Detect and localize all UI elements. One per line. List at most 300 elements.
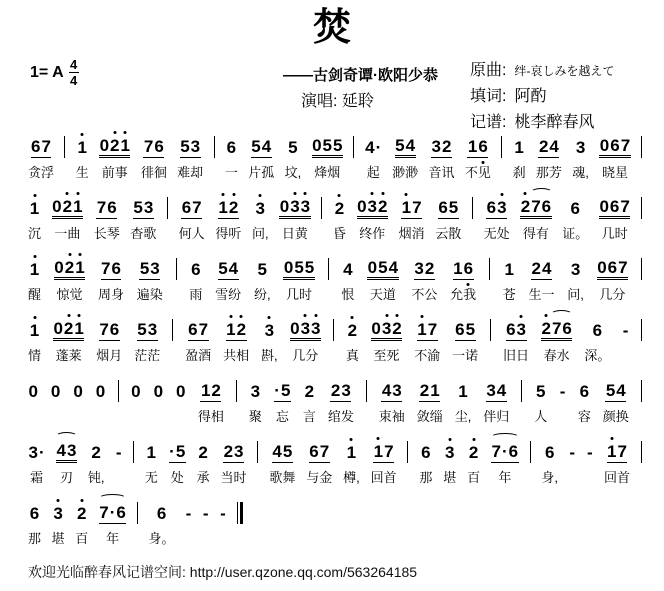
note-digit: 1: [146, 443, 156, 462]
note-digit: 4: [496, 381, 507, 400]
note-column: [28, 132, 54, 181]
lyric-text: 言: [302, 409, 316, 424]
lyric-text: 不见: [464, 165, 491, 180]
note-digit: -: [202, 504, 209, 523]
score-line: [28, 193, 642, 254]
barline: [137, 498, 138, 524]
note-digit: 4: [261, 137, 272, 156]
note-digit: 0: [367, 258, 378, 277]
lyric-text: 几时: [601, 226, 628, 241]
note-token: [255, 193, 265, 219]
note-group: [575, 139, 585, 158]
note-digit: 5: [322, 136, 332, 155]
note-token: [414, 254, 435, 280]
note-digit: 3: [301, 320, 310, 337]
header: [0, 0, 664, 131]
note-digit: 7: [41, 137, 51, 156]
note-column: [455, 376, 472, 425]
note-token: [53, 315, 84, 341]
note-token: [257, 254, 267, 280]
barline-mark: [641, 441, 642, 463]
octave-dot-high: [240, 315, 243, 318]
note-token: [133, 193, 154, 219]
barline-mark: [501, 136, 502, 158]
note-digit: 3: [250, 382, 261, 401]
lyric-text: 年: [106, 531, 120, 546]
barline-mark: [353, 136, 354, 158]
lyric-text: 堪: [443, 470, 457, 485]
source-credit: ——古剑奇谭·欧阳少恭: [283, 67, 438, 84]
note-column: [115, 437, 122, 486]
octave-dot-low: [467, 283, 470, 286]
note-token: [597, 254, 628, 280]
note-group: [431, 138, 452, 158]
note-token: [115, 437, 122, 463]
lyric-text: 问,: [251, 226, 269, 241]
note-column: [131, 376, 141, 425]
barline-column: [137, 498, 138, 547]
lyric-text: 刃: [59, 470, 73, 485]
note-digit: 3: [392, 381, 402, 400]
barline: [118, 376, 119, 402]
note-digit: 6: [107, 198, 117, 217]
note-group: [622, 322, 629, 341]
note-group: [605, 382, 626, 402]
footer-text: 欢迎光临醉春风记谱空间:: [28, 564, 186, 580]
note-column: [429, 132, 455, 181]
lyric-text: 一诺: [452, 348, 479, 363]
note-digit: 0: [53, 319, 63, 338]
lyric-text: 天道: [369, 287, 396, 302]
octave-dot-high: [314, 314, 317, 317]
note-digit: 7: [99, 320, 109, 339]
note-column: [411, 254, 437, 303]
note-token: [188, 315, 209, 341]
note-digit: 0: [95, 382, 106, 401]
barline-mark: [641, 319, 642, 341]
note-group: [200, 382, 221, 402]
note-digit: 3: [341, 381, 351, 400]
note-digit: 0: [153, 382, 164, 401]
note-column: [399, 193, 425, 242]
note-token: [73, 376, 83, 402]
note-column: [28, 498, 41, 547]
note-digit: 3: [517, 321, 526, 338]
note-digit: 5: [139, 259, 150, 278]
lyric-text: 雪纷: [215, 287, 242, 302]
note-digit: 2: [538, 137, 549, 156]
note-token: [53, 498, 63, 524]
note-digit: 3: [486, 381, 496, 400]
note-group: [597, 259, 628, 280]
note-digit: 2: [229, 199, 238, 216]
note-digit: 1: [226, 321, 235, 338]
note-group: [395, 137, 416, 158]
lyric-text: 贪浮: [28, 165, 55, 180]
barline-mark: [472, 197, 473, 219]
note-token: [56, 437, 77, 463]
octave-dot-high: [259, 194, 262, 197]
note-column: [145, 437, 158, 486]
note-digit: 0: [371, 319, 381, 338]
note-digit: 1: [121, 137, 130, 154]
note-column: [341, 254, 354, 303]
octave-dot-high: [472, 438, 475, 441]
note-column: [599, 132, 630, 181]
barline: [236, 376, 237, 402]
barline-mark: [521, 380, 522, 402]
lyric-text: 不公: [411, 287, 438, 302]
note-token: [29, 193, 39, 219]
note-column: [392, 132, 418, 181]
note-group: [531, 260, 552, 280]
note-column: [249, 376, 262, 425]
note-digit: 4: [272, 442, 282, 461]
note-column: [189, 254, 202, 303]
note-column: [177, 132, 203, 181]
note-digit: 3: [256, 200, 265, 217]
lyric-text: 得相: [197, 409, 224, 424]
note-column: [248, 132, 274, 181]
note-digit: 1: [607, 443, 616, 460]
lyric-text: 日黄: [281, 226, 308, 241]
octave-dot-high: [229, 315, 232, 318]
note-token: [304, 376, 314, 402]
note-group: [371, 320, 402, 341]
note-group: [347, 322, 357, 341]
note-digit: 7: [491, 442, 501, 461]
barline: [472, 193, 473, 219]
note-digit: 4: [616, 381, 626, 400]
note-token: [28, 376, 38, 402]
note-digit: 2: [348, 322, 357, 339]
score-line: [28, 254, 642, 315]
note-token: [371, 315, 402, 341]
note-digit: 6: [154, 137, 164, 156]
note-column: [50, 376, 60, 425]
note-column: [130, 193, 156, 242]
note-token: [395, 132, 416, 158]
note-column: [134, 315, 160, 364]
barline-column: [328, 254, 329, 303]
footer-url: http://user.qzone.qq.com/563264185: [189, 564, 418, 580]
note-digit: 6: [464, 260, 473, 277]
note-digit: 5: [251, 137, 261, 156]
note-group: [346, 444, 356, 463]
note-token: [191, 254, 201, 280]
note-token: [570, 254, 580, 280]
barline: [641, 315, 642, 341]
octave-dot-high: [610, 437, 613, 440]
note-group: [367, 259, 398, 280]
note-digit: 5: [333, 136, 343, 155]
note-column: [465, 132, 491, 181]
note-digit: 0: [357, 197, 367, 216]
note-token: [220, 498, 227, 524]
note-digit: -: [586, 443, 593, 462]
note-group: [544, 444, 554, 463]
note-column: [223, 315, 249, 364]
note-group: [99, 321, 120, 341]
note-group: [569, 444, 576, 463]
note-column: [99, 132, 130, 181]
octave-dot-high: [350, 438, 353, 441]
note-digit: 5: [465, 320, 476, 339]
barline-column: [64, 132, 65, 181]
octave-dot-high: [113, 131, 116, 134]
note-group: [53, 505, 63, 524]
note-column: [88, 437, 105, 486]
note-digit: 6: [438, 198, 448, 217]
octave-dot-high: [268, 316, 271, 319]
note-group: [77, 139, 87, 158]
key-time-signature: [30, 58, 79, 87]
lyric-text: 长琴: [93, 226, 120, 241]
note-group: [417, 321, 438, 341]
note-group: [538, 138, 559, 158]
note-token: [357, 193, 388, 219]
octave-dot-high: [68, 253, 71, 256]
lyric-text: 渺渺: [392, 165, 419, 180]
note-token: [381, 376, 402, 402]
note-column: [52, 193, 83, 242]
note-column: [98, 254, 124, 303]
note-token: [29, 498, 39, 524]
note-group: [312, 137, 343, 158]
note-column: [28, 376, 38, 425]
note-digit: 5: [133, 198, 143, 217]
note-group: [218, 260, 239, 280]
note-token: [445, 437, 455, 463]
note-column: [367, 254, 398, 303]
note-token: [200, 376, 221, 402]
note-group: [52, 198, 83, 219]
barline: [353, 132, 354, 158]
note-group: [31, 138, 52, 158]
lyric-text: 聚: [248, 409, 262, 424]
note-digit: 6: [421, 443, 431, 462]
note-digit: 6: [181, 198, 192, 217]
note-token: [226, 315, 247, 341]
note-digit: 3: [382, 320, 391, 337]
note-token: [401, 193, 422, 219]
note-group: [156, 505, 166, 524]
note-digit: 7: [620, 136, 631, 155]
lyric-text: 堪: [51, 531, 65, 546]
barline: [333, 315, 334, 341]
note-digit: 1: [347, 444, 356, 461]
lyric-text: 生: [75, 165, 89, 180]
lyric-text: 遍染: [136, 287, 163, 302]
time-signature-numerator: 4: [70, 57, 78, 72]
note-column: [197, 437, 210, 486]
note-digit: 4: [228, 259, 239, 278]
barline-column: [236, 376, 237, 425]
octave-dot-high: [338, 194, 341, 197]
lyric-text: 与金: [306, 470, 333, 485]
note-digit: 2: [521, 198, 530, 215]
octave-dot-high: [78, 314, 81, 317]
note-group: [290, 320, 321, 341]
note-group: [139, 260, 160, 280]
note-digit: -: [115, 443, 122, 462]
note-column: [467, 437, 480, 486]
note-digit: 6: [508, 442, 519, 461]
note-digit: 4: [549, 137, 559, 156]
note-column: [149, 498, 175, 547]
note-token: [541, 315, 572, 341]
note-digit: ·: [375, 138, 382, 157]
note-group: [218, 199, 239, 219]
lyric-text: 沉: [28, 226, 42, 241]
note-column: [137, 254, 163, 303]
footer: [28, 562, 417, 582]
song-title: 焚: [312, 7, 351, 49]
note-digit: 2: [223, 442, 234, 461]
note-digit: 2: [65, 259, 74, 276]
note-column: [175, 376, 185, 425]
note-group: [29, 505, 39, 524]
lyric-text: 杳歌: [130, 226, 157, 241]
note-digit: 2: [392, 320, 401, 337]
note-digit: 7: [551, 319, 562, 338]
barline-column: [641, 193, 642, 242]
note-token: [29, 315, 39, 341]
note-group: [586, 444, 593, 463]
note-digit: 4: [365, 138, 375, 157]
note-token: [101, 254, 122, 280]
note-column: [597, 254, 628, 303]
credit-row-original: [470, 58, 614, 84]
note-digit: 4: [56, 441, 66, 460]
note-group: [365, 139, 382, 158]
note-column: [290, 315, 321, 364]
note-column: [343, 437, 360, 486]
note-group: [599, 137, 630, 158]
lyric-text: 至死: [373, 348, 400, 363]
note-group: [143, 138, 164, 158]
note-digit: 2: [442, 137, 452, 156]
note-column: [215, 193, 241, 242]
note-column: [254, 254, 271, 303]
octave-dot-high: [304, 314, 307, 317]
note-column: [450, 254, 476, 303]
credit-row-transcriber: [470, 110, 614, 136]
lyric-text: 几分: [599, 287, 626, 302]
note-digit: 0: [175, 382, 186, 401]
note-digit: 6: [116, 503, 126, 522]
note-digit: 3: [431, 137, 441, 156]
octave-dot-high: [80, 499, 83, 502]
note-token: [622, 315, 629, 341]
lyric-text: 处: [170, 470, 184, 485]
barline-column: [489, 254, 490, 303]
note-digit: 6: [607, 258, 618, 277]
barline-mark: [641, 136, 642, 158]
vocalist-label: 演唱:: [301, 93, 338, 110]
note-group: [169, 443, 186, 463]
lyric-text: 难却: [177, 165, 204, 180]
note-digit: 6: [506, 320, 516, 339]
barline: [641, 193, 642, 219]
note-token: [419, 376, 440, 402]
time-signature: [69, 58, 79, 87]
note-group: [96, 199, 117, 219]
credit-row-lyricist: [470, 84, 614, 110]
note-digit: 2: [211, 381, 221, 400]
note-token: [52, 193, 83, 219]
lyric-text: 年: [498, 470, 512, 485]
barline: [64, 132, 65, 158]
note-column: [225, 132, 238, 181]
note-digit: 3: [414, 259, 424, 278]
barline-mark: [176, 258, 177, 280]
note-group: [29, 261, 39, 280]
note-digit: ·: [169, 442, 175, 461]
note-group: [202, 505, 209, 524]
note-digit: 5: [304, 258, 315, 277]
note-digit: 2: [64, 320, 73, 337]
note-column: [578, 376, 591, 425]
lyric-text: 承: [196, 470, 210, 485]
lyric-text: 一: [224, 165, 238, 180]
note-token: [54, 254, 85, 280]
note-group: [401, 199, 422, 219]
note-column: [185, 498, 192, 547]
note-digit: 6: [592, 321, 603, 340]
lyric-text: 晓星: [601, 165, 628, 180]
note-digit: -: [220, 504, 226, 523]
lyric-text: 束袖: [378, 409, 405, 424]
note-digit: 3: [575, 138, 586, 157]
note-column: [357, 193, 388, 242]
note-group: [56, 442, 77, 463]
note-token: [202, 498, 209, 524]
lyric-text: 何人: [178, 226, 205, 241]
octave-dot-high: [371, 192, 374, 195]
note-group: [91, 444, 101, 463]
note-token: [226, 132, 236, 158]
barline-mark: [641, 258, 642, 280]
barline-column: [214, 132, 215, 181]
octave-dot-high: [420, 315, 423, 318]
lyric-text: 伴归: [483, 409, 510, 424]
note-group: [53, 320, 84, 341]
barline-column: [490, 315, 491, 364]
note-column: [28, 437, 45, 486]
lyric-text: 霜: [30, 470, 44, 485]
note-group: [559, 383, 566, 402]
note-digit: 3: [368, 198, 377, 215]
note-token: [438, 193, 459, 219]
note-digit: 5: [280, 381, 291, 400]
barline: [641, 132, 642, 158]
note-group: [570, 200, 580, 219]
octave-dot-low: [482, 161, 485, 164]
note-token: [468, 437, 478, 463]
note-digit: 5: [137, 320, 147, 339]
tie-arc: [531, 188, 552, 196]
octave-dot-high: [66, 192, 69, 195]
lyric-text: 烟月: [96, 348, 123, 363]
note-digit: 2: [63, 198, 72, 215]
lyric-text: 终作: [359, 226, 386, 241]
note-digit: 3: [497, 199, 506, 216]
note-column: [503, 254, 516, 303]
octave-dot-high: [500, 193, 503, 196]
credit-label: 记谱:: [470, 114, 507, 131]
note-token: [330, 376, 351, 402]
